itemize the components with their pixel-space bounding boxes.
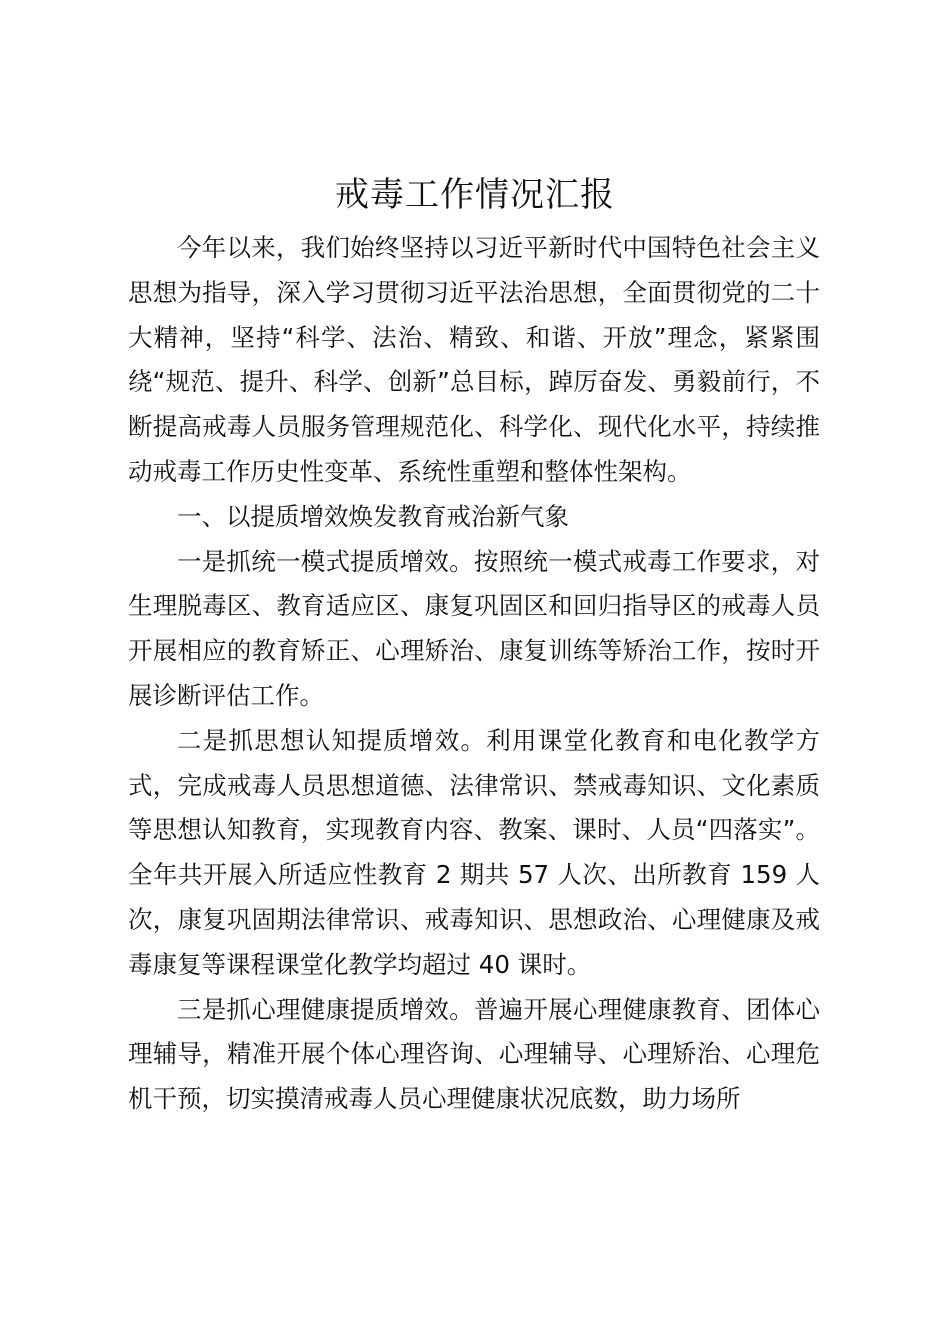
document-body (128, 226, 820, 1122)
paragraph-unified-model: 一是抓统一模式提质增效。按照统一模式戒毒工作要求，对生理脱毒区、教育适应区、康复巩固区和回归指导区的戒毒人员开展相应的教育矫正、心理矫治、康复训练等矫治工作，按时开展诊断评估工作。 (128, 546, 820, 710)
paragraph-mental-health: 三是抓心理健康提质增效。普遍开展心理健康教育、团体心理辅导，精准开展个体心理咨询、心理辅导、心理矫治、心理危机干预，切实摸清戒毒人员心理健康状况底数，助力场所 (128, 994, 820, 1114)
paragraph-ideological-cognition: 二是抓思想认知提质增效。利用课堂化教育和电化教学方式，完成戒毒人员思想道德、法律常识、禁戒毒知识、文化素质等思想认知教育，实现教育内容、教案、课时、人员“四落实”。全年共开展入所适应性教育 2 期共 57 人次、出所教育 159 人次，康复巩固期法律常识、戒毒知识、思想政治、心理健康及戒毒康复等课程课堂化教学均超过 40 课时。 (128, 725, 820, 979)
document-title: 戒毒工作情况汇报 (335, 175, 615, 215)
section-heading-1: 一、以提质增效焕发教育戒治新气象 (177, 501, 569, 531)
intro-paragraph: 今年以来，我们始终坚持以习近平新时代中国特色社会主义思想为指导，深入学习贯彻习近平法治思想，全面贯彻党的二十大精神，坚持“科学、法治、精致、和谐、开放”理念，紧紧围绕“规范、提升、科学、创新”总目标，踔厉奋发、勇毅前行，不断提高戒毒人员服务管理规范化、科学化、现代化水平，持续推动戒毒工作历史性变革、系统性重塑和整体性架构。 (128, 233, 820, 486)
